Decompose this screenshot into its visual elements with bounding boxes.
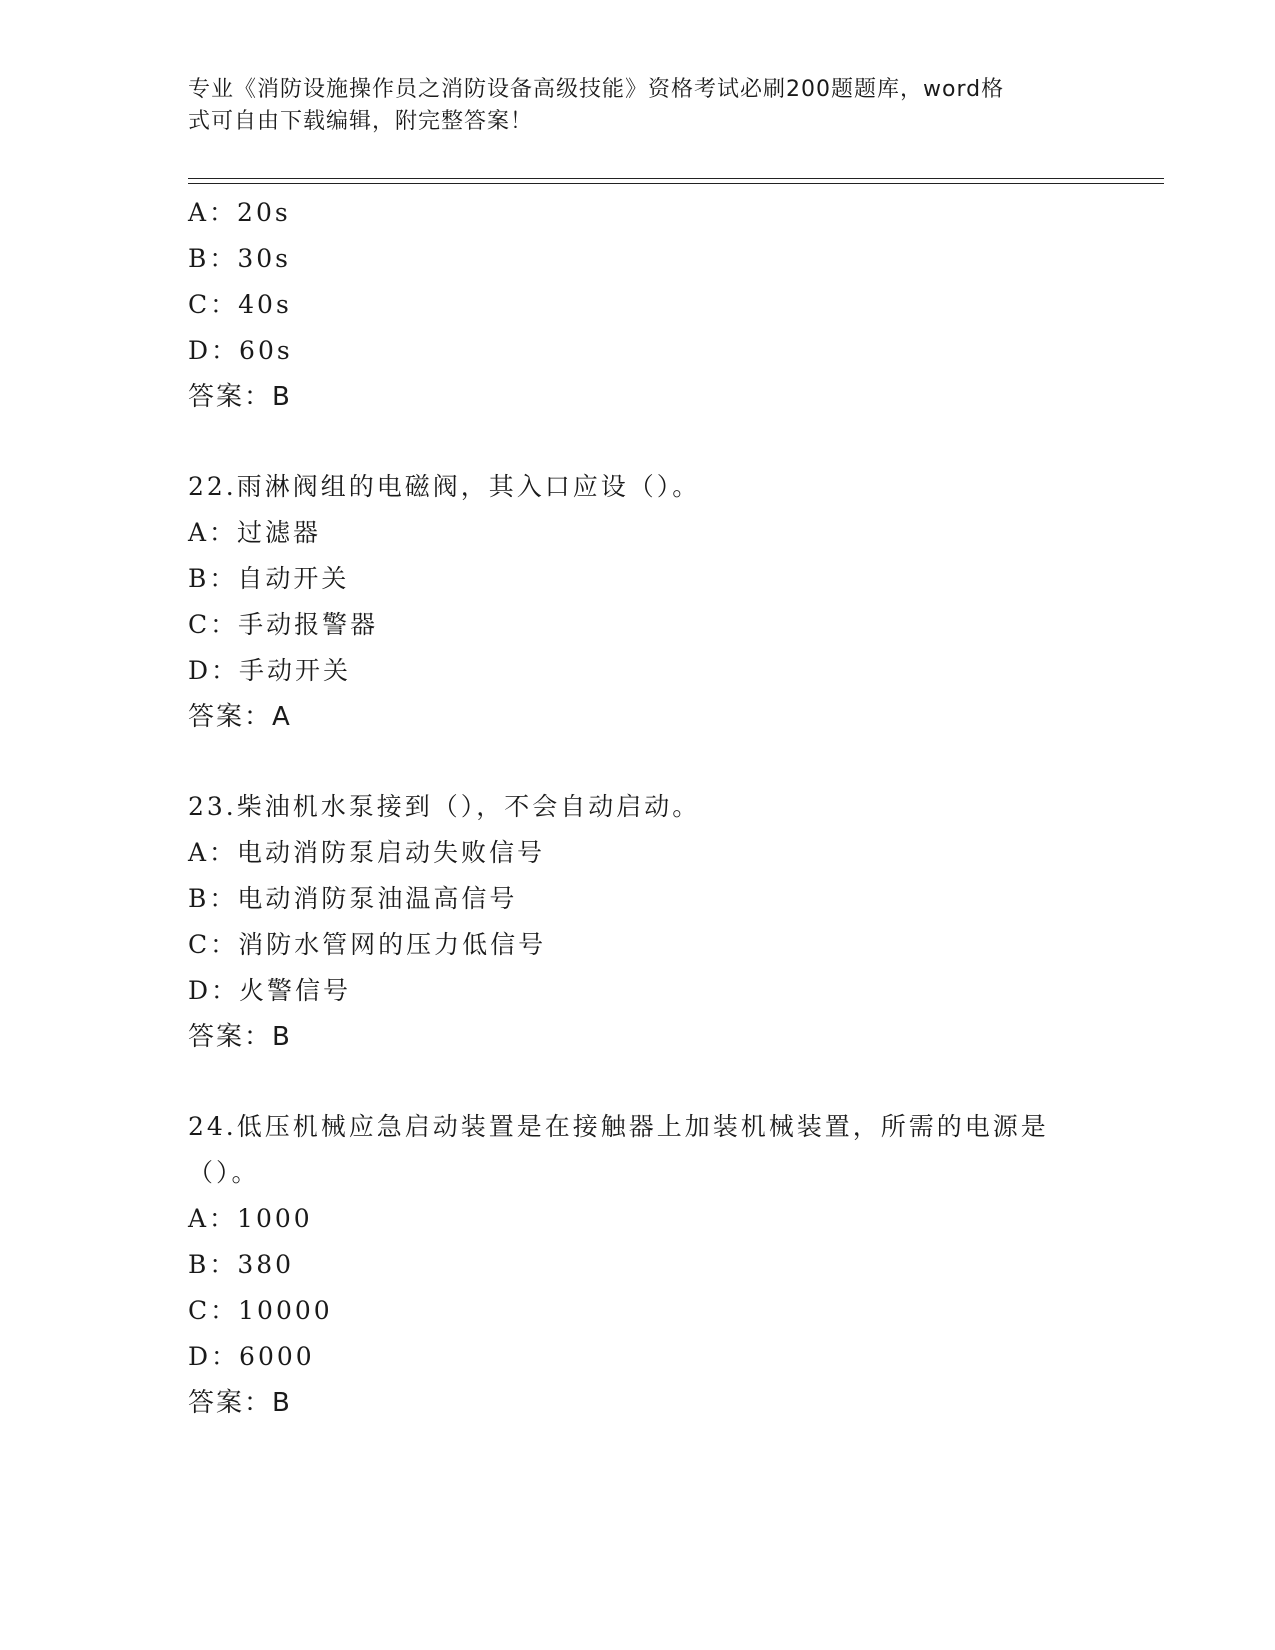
question-24 [188, 1104, 1088, 1426]
option-c: C：手动报警器 [188, 610, 379, 639]
answer-line: 答案：A [188, 702, 292, 732]
question-text-line-2: （）。 [188, 1158, 260, 1187]
header-divider-top [188, 178, 1164, 179]
spacer [188, 1060, 1088, 1104]
option-a: A：过滤器 [188, 518, 322, 547]
answer-line: 答案：B [188, 1022, 292, 1052]
option-c: C：10000 [188, 1296, 333, 1325]
option-b: B：电动消防泵油温高信号 [188, 884, 518, 913]
option-c: C：40s [188, 290, 292, 319]
option-d: D：火警信号 [188, 976, 352, 1005]
question-23 [188, 784, 1088, 1060]
option-b: B：自动开关 [188, 564, 350, 593]
question-text-line-1: 24.低压机械应急启动装置是在接触器上加装机械装置，所需的电源是 [188, 1112, 1049, 1141]
header-line-1: 专业《消防设施操作员之消防设备高级技能》资格考试必刷200题题库，word格 [188, 77, 1005, 102]
question-21 [188, 190, 1088, 420]
option-d: D：60s [188, 336, 293, 365]
header-divider-bottom [188, 183, 1164, 184]
answer-line: 答案：B [188, 382, 292, 412]
option-b: B：380 [188, 1250, 295, 1279]
spacer [188, 420, 1088, 464]
option-d: D：手动开关 [188, 656, 352, 685]
header-line-2: 式可自由下载编辑，附完整答案！ [188, 109, 534, 134]
question-list [188, 190, 1088, 1426]
question-text: 23.柴油机水泵接到（），不会自动启动。 [188, 792, 701, 821]
question-22 [188, 464, 1088, 740]
option-d: D：6000 [188, 1342, 315, 1371]
document-header [188, 74, 1088, 138]
answer-line: 答案：B [188, 1388, 292, 1418]
option-a: A：1000 [188, 1204, 313, 1233]
question-text: 22.雨淋阀组的电磁阀，其入口应设（）。 [188, 472, 701, 501]
option-a: A：20s [188, 198, 291, 227]
option-a: A：电动消防泵启动失败信号 [188, 838, 546, 867]
spacer [188, 740, 1088, 784]
option-b: B：30s [188, 244, 292, 273]
option-c: C：消防水管网的压力低信号 [188, 930, 547, 959]
